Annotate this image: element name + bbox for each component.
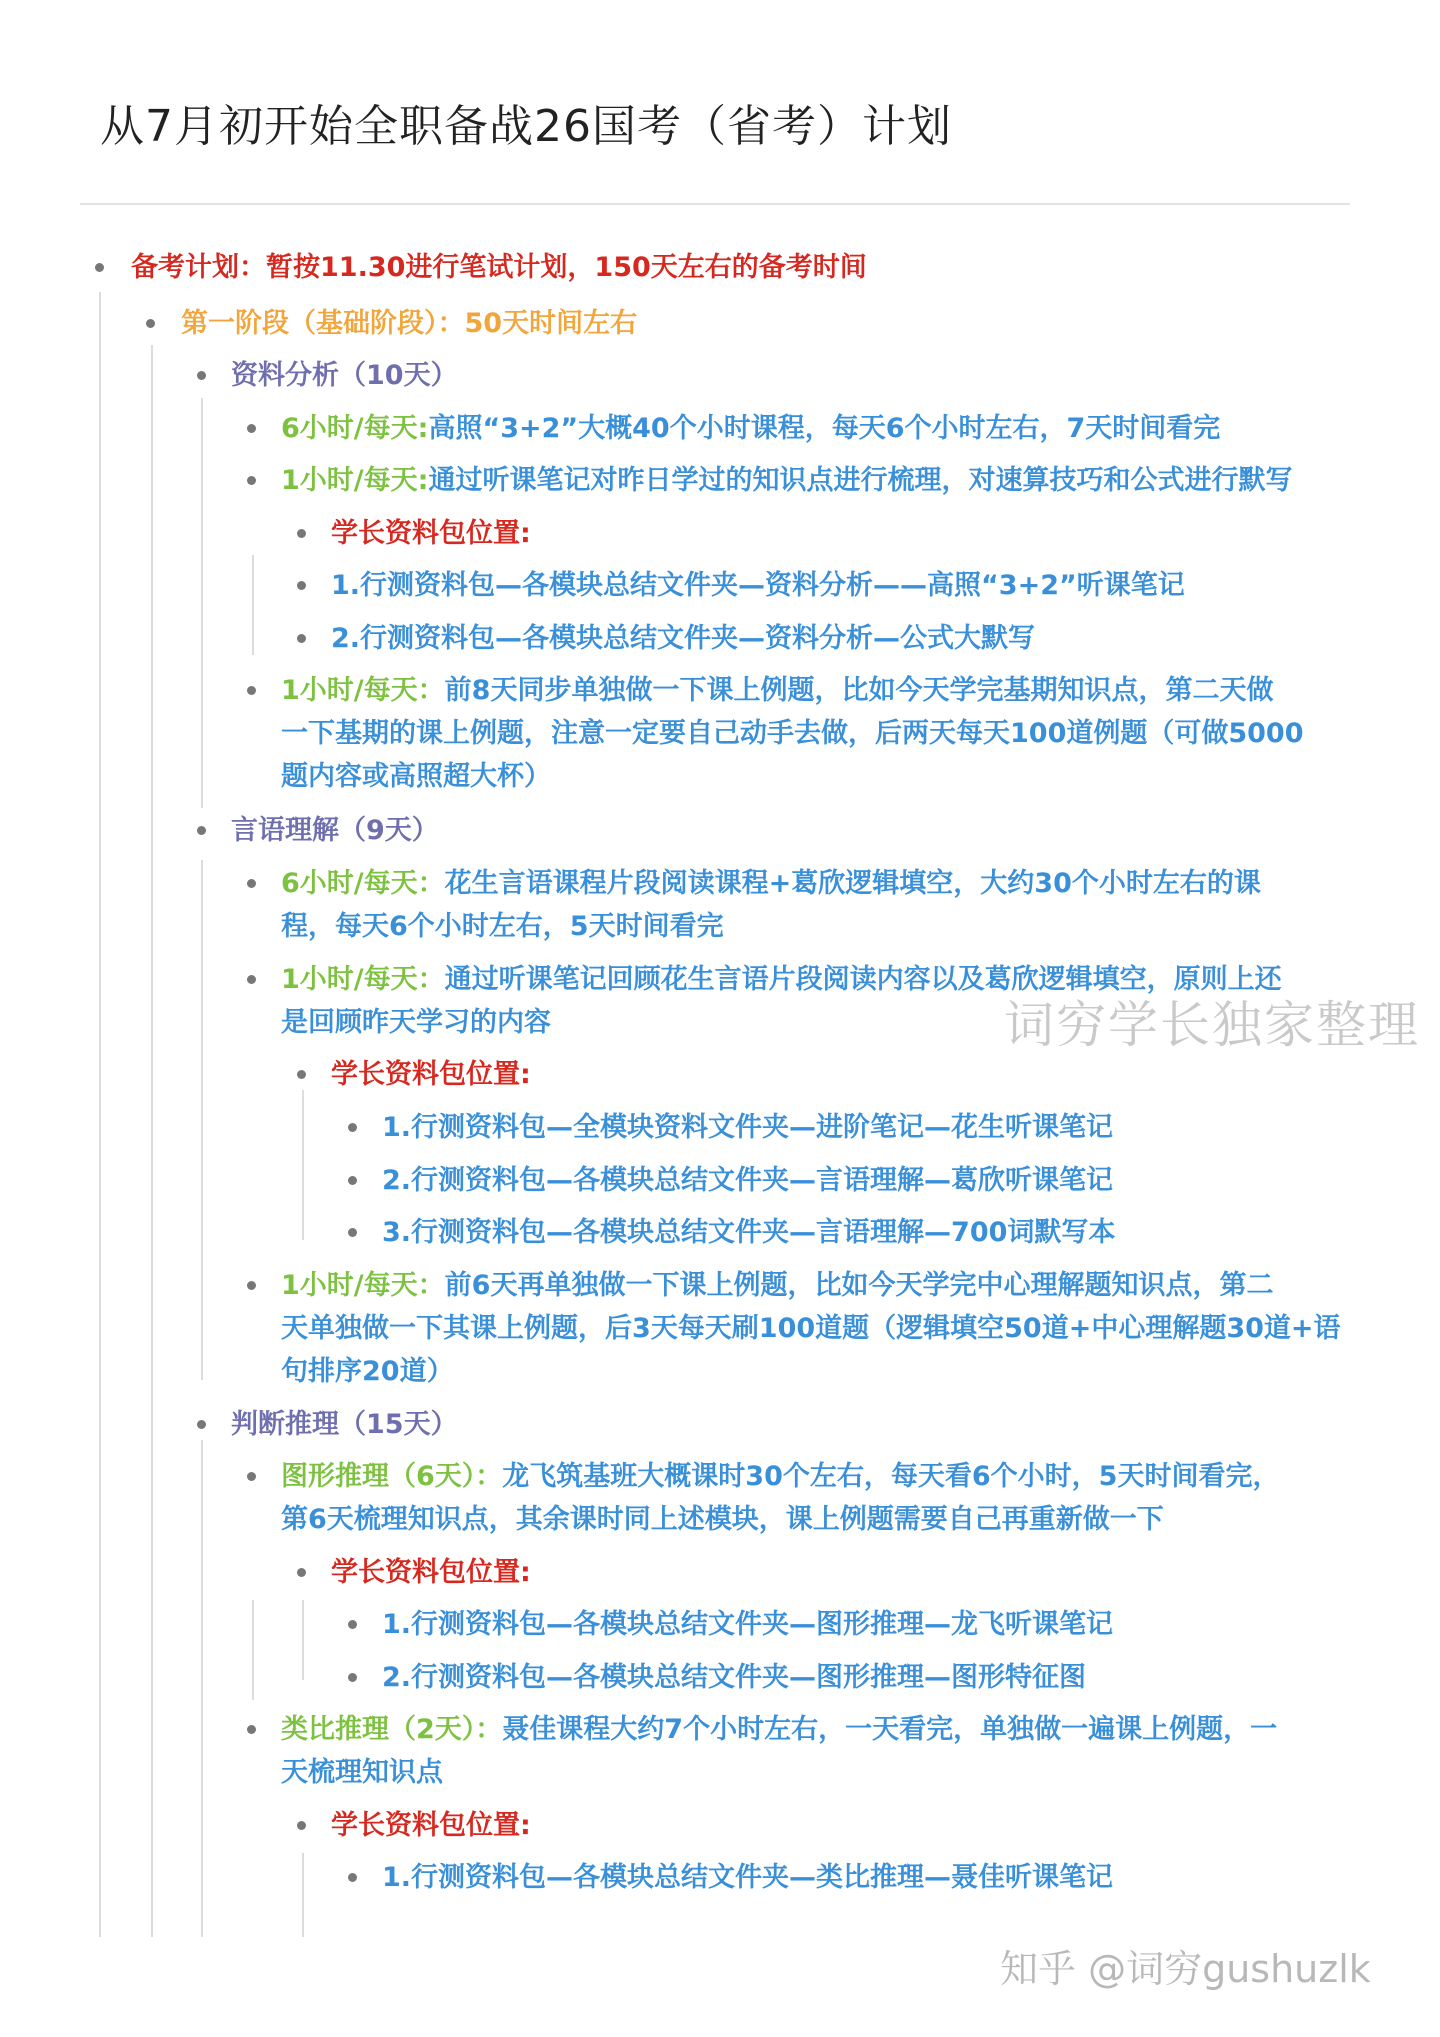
guide-level-3-b: [201, 860, 203, 1380]
item-text: 前8天同步单独做一下课上例题，比如今天学完基期知识点，第二天做: [444, 675, 1274, 706]
bullet: [348, 1228, 357, 1237]
package-path: 1.行测资料包—各模块总结文件夹—图形推理—龙飞听课笔记: [382, 1609, 1114, 1640]
bullet: [297, 581, 306, 590]
judgment-item-2: [281, 1708, 1277, 1751]
bullet: [297, 1821, 306, 1830]
item-text-cont: 天单独做一下其课上例题，后3天每天刷100道题（逻辑填空50道+中心理解题30道+语: [281, 1313, 1341, 1344]
stage-one-heading: 第一阶段（基础阶段）：50天时间左右: [181, 308, 638, 339]
package-path: 2.行测资料包—各模块总结文件夹—图形推理—图形特征图: [382, 1662, 1087, 1693]
bullet: [348, 1176, 357, 1185]
item-text: 前6天再单独做一下课上例题，比如今天学完中心理解题知识点，第二: [444, 1270, 1274, 1301]
bullet: [146, 319, 155, 328]
item-text-cont: 天梳理知识点: [281, 1757, 443, 1788]
judgment-item-1: [281, 1455, 1279, 1498]
package-path: 2.行测资料包—各模块总结文件夹—资料分析—公式大默写: [331, 623, 1036, 654]
topic-label: 类比推理（2天）：: [281, 1714, 503, 1745]
item-text-cont: 程，每天6个小时左右，5天时间看完: [281, 911, 724, 942]
package-path: 3.行测资料包—各模块总结文件夹—言语理解—700词默写本: [382, 1217, 1116, 1248]
bullet: [297, 1568, 306, 1577]
data-analysis-item-3: [281, 669, 1273, 712]
guide-level-1: [99, 292, 101, 1937]
time-label: 1小时/每天：: [281, 675, 445, 706]
time-label: 6小时/每天：: [281, 868, 445, 899]
bullet: [247, 975, 256, 984]
topic-label: 图形推理（6天）：: [281, 1461, 503, 1492]
item-text: 通过听课笔记回顾花生言语片段阅读内容以及葛欣逻辑填空，原则上还: [444, 964, 1282, 995]
source-watermark: 知乎 @词穷gushuzlk: [1000, 1947, 1371, 1991]
guide-level-4-d: [302, 1600, 304, 1680]
bullet: [348, 1873, 357, 1882]
bullet: [348, 1123, 357, 1132]
guide-level-3-c: [201, 1440, 203, 1937]
package-location-label: 学长资料包位置:: [331, 1810, 531, 1841]
package-path: 2.行测资料包—各模块总结文件夹—言语理解—葛欣听课笔记: [382, 1165, 1114, 1196]
bullet: [297, 529, 306, 538]
watermark: 词穷学长独家整理: [1004, 996, 1420, 1054]
item-text-cont: 第6天梳理知识点，其余课时同上述模块，课上例题需要自己再重新做一下: [281, 1504, 1164, 1535]
data-analysis-heading: 资料分析（10天）: [231, 360, 458, 391]
item-text: 花生言语课程片段阅读课程+葛欣逻辑填空，大约30个小时左右的课: [444, 868, 1261, 899]
guide-level-4-c: [252, 1600, 254, 1700]
item-text-cont: 题内容或高照超大杯）: [281, 761, 551, 792]
time-label: 1小时/每天：: [281, 964, 445, 995]
page-title: 从7月初开始全职备战26国考（省考）计划: [100, 101, 952, 152]
item-text: 龙飞筑基班大概课时30个左右，每天看6个小时，5天时间看完，: [502, 1461, 1280, 1492]
bullet: [197, 371, 206, 380]
package-path: 1.行测资料包—各模块总结文件夹—资料分析——高照“3+2”听课笔记: [331, 570, 1185, 601]
item-text-cont: 一下基期的课上例题，注意一定要自己动手去做，后两天每天100道例题（可做5000: [281, 718, 1304, 749]
judgment-heading: 判断推理（15天）: [231, 1409, 458, 1440]
bullet: [297, 1070, 306, 1079]
package-location-label: 学长资料包位置:: [331, 1059, 531, 1090]
item-text: 聂佳课程大约7个小时左右，一天看完，单独做一遍课上例题，一: [502, 1714, 1278, 1745]
bullet: [197, 1420, 206, 1429]
guide-level-3-a: [201, 398, 203, 808]
bullet: [247, 1472, 256, 1481]
plan-heading: 备考计划：暂按11.30进行笔试计划，150天左右的备考时间: [131, 252, 867, 283]
guide-level-2: [151, 345, 153, 1937]
guide-level-4-a: [252, 555, 254, 655]
time-label: 1小时/每天:: [281, 465, 429, 496]
verbal-heading: 言语理解（9天）: [231, 815, 439, 846]
guide-level-4-e: [302, 1853, 304, 1937]
item-text-cont: 句排序20道）: [281, 1356, 454, 1387]
item-text-cont: 是回顾昨天学习的内容: [281, 1007, 551, 1038]
bullet: [297, 634, 306, 643]
guide-level-4-b: [302, 1090, 304, 1240]
bullet: [247, 476, 256, 485]
time-label: 6小时/每天:: [281, 413, 429, 444]
bullet: [197, 826, 206, 835]
package-path: 1.行测资料包—全模块资料文件夹—进阶笔记—花生听课笔记: [382, 1112, 1114, 1143]
item-text: 通过听课笔记对昨日学过的知识点进行梳理，对速算技巧和公式进行默写: [428, 465, 1293, 496]
bullet: [247, 424, 256, 433]
bullet: [247, 1725, 256, 1734]
package-path: 1.行测资料包—各模块总结文件夹—类比推理—聂佳听课笔记: [382, 1862, 1114, 1893]
bullet: [247, 1281, 256, 1290]
bullet: [247, 879, 256, 888]
bullet: [348, 1673, 357, 1682]
verbal-item-1: [281, 862, 1261, 905]
data-analysis-item-1: [281, 407, 1220, 450]
bullet: [247, 686, 256, 695]
package-location-label: 学长资料包位置:: [331, 1557, 531, 1588]
bullet: [95, 263, 104, 272]
item-text: 高照“3+2”大概40个小时课程，每天6个小时左右，7天时间看完: [428, 413, 1221, 444]
data-analysis-item-2: [281, 459, 1292, 502]
verbal-item-3: [281, 1264, 1273, 1307]
bullet: [348, 1620, 357, 1629]
package-location-label: 学长资料包位置:: [331, 518, 531, 549]
time-label: 1小时/每天：: [281, 1270, 445, 1301]
